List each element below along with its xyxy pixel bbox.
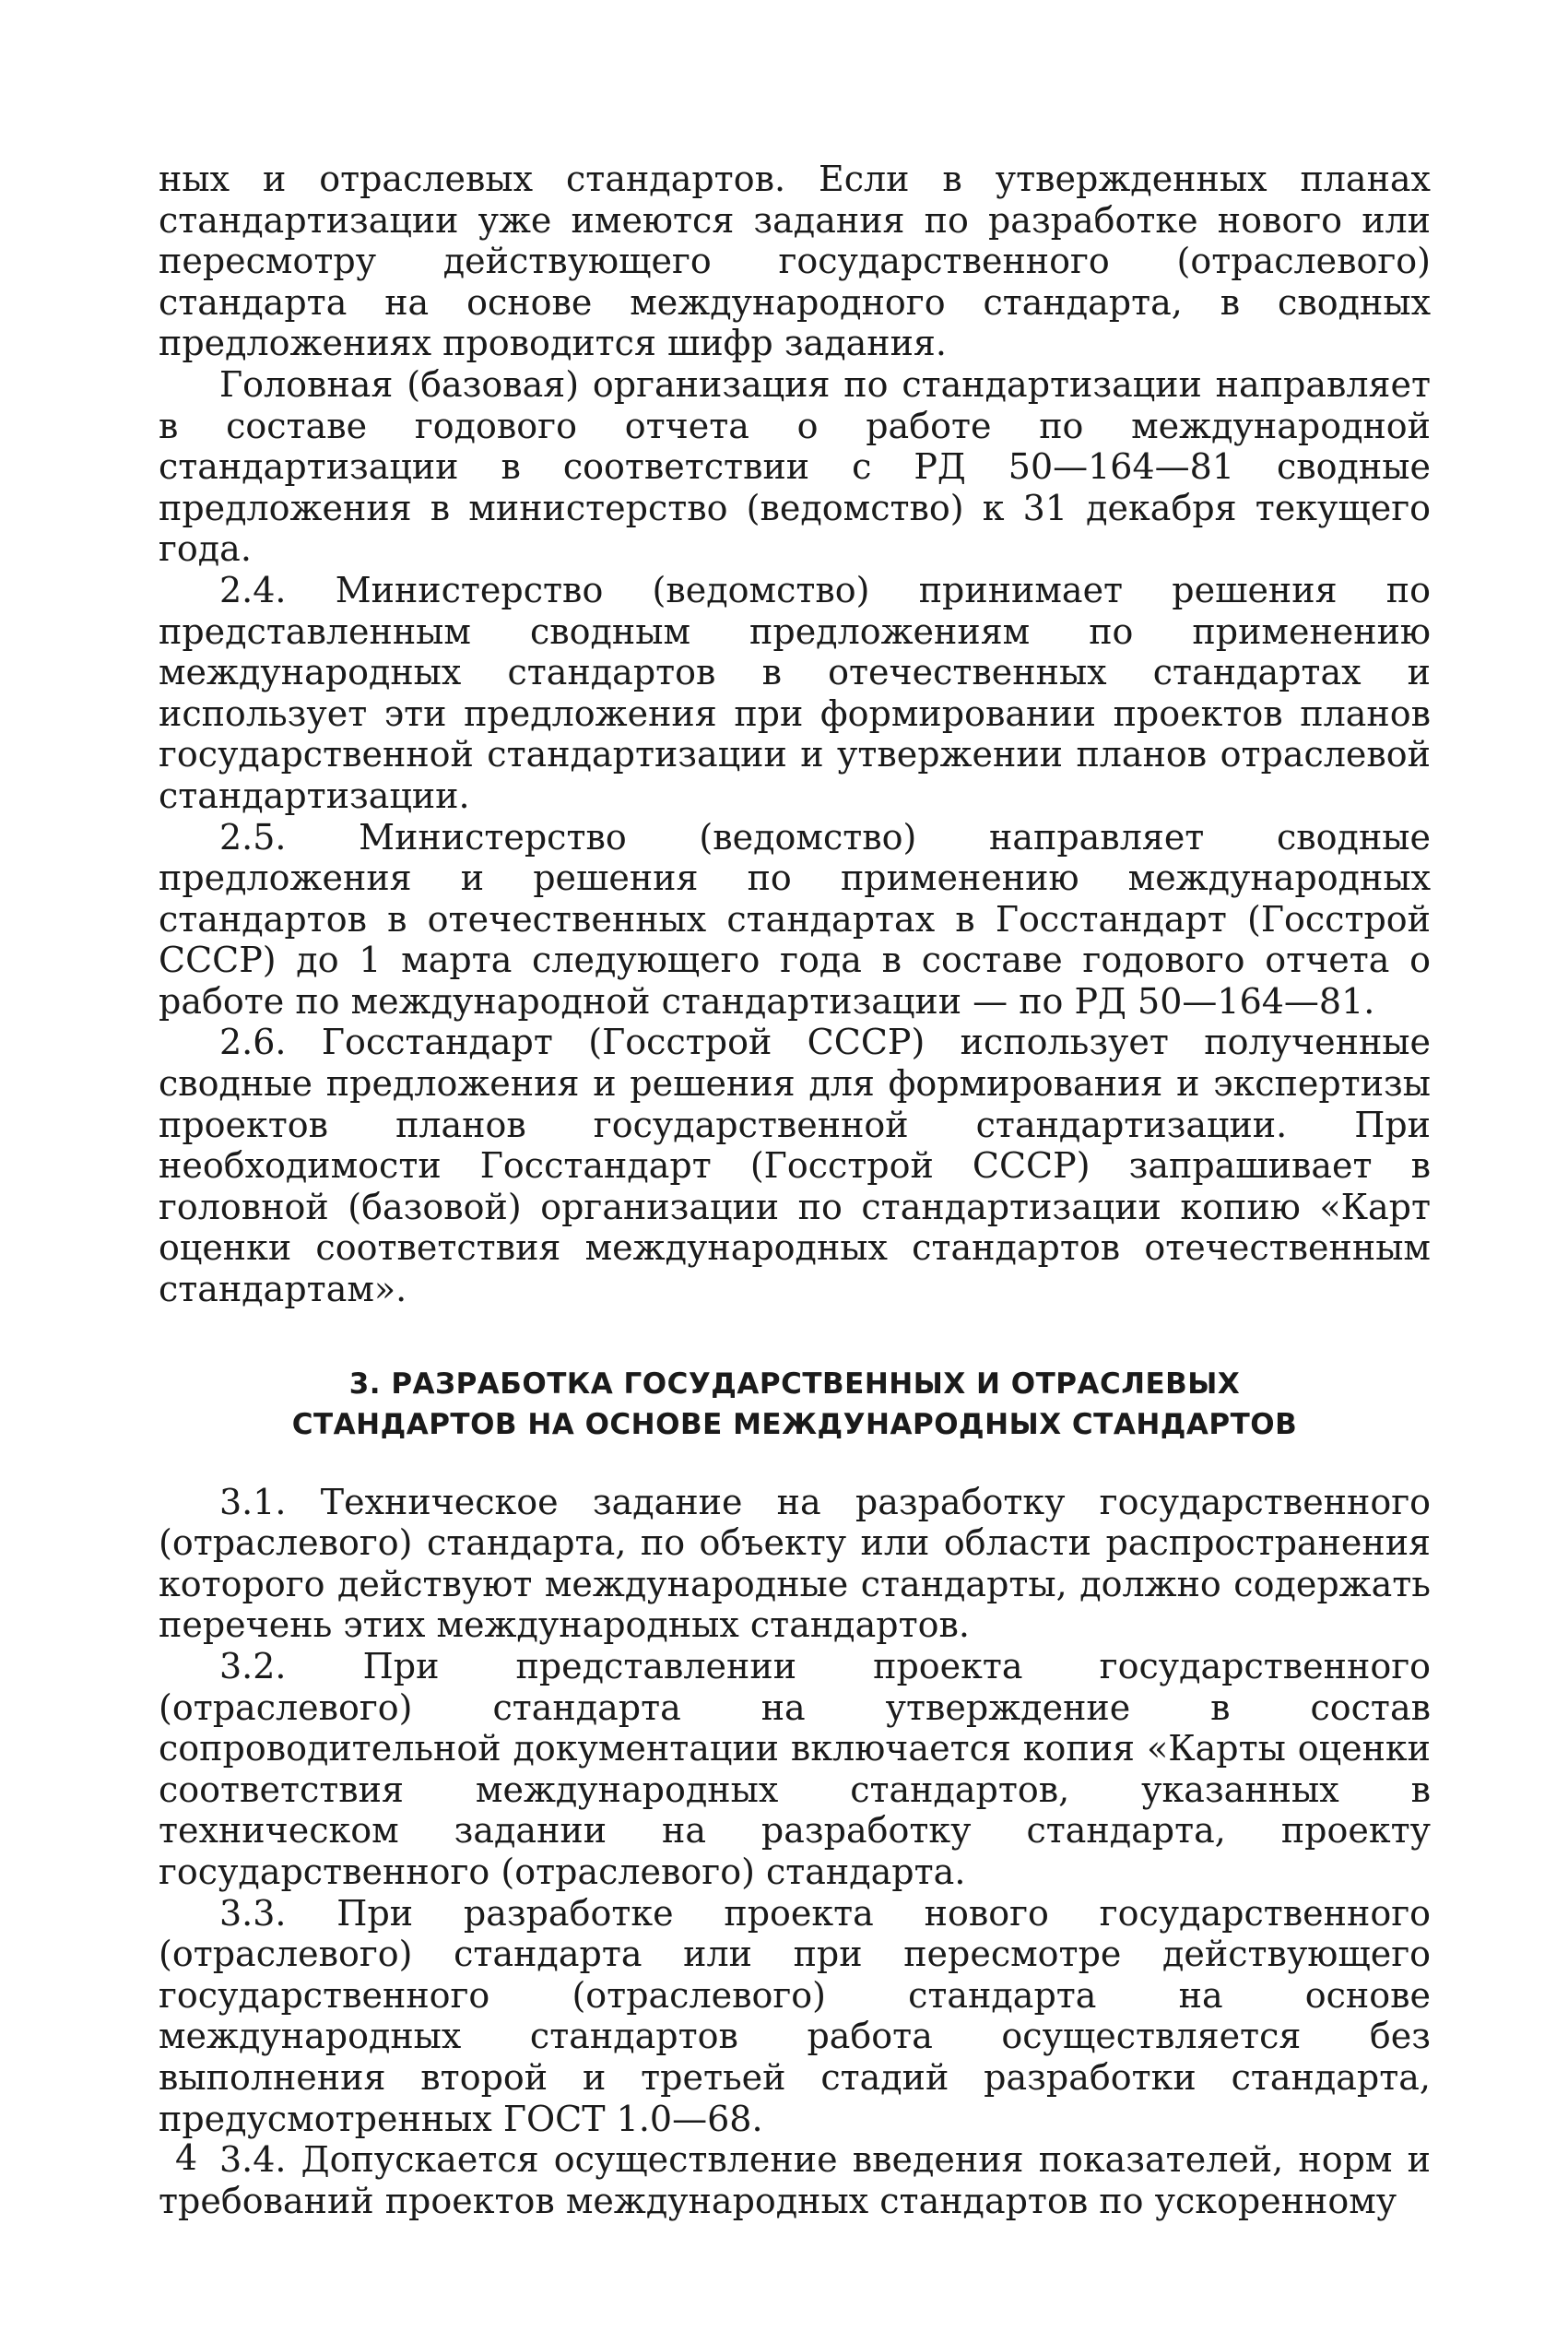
section-3-heading-line-2: СТАНДАРТОВ НА ОСНОВЕ МЕЖДУНАРОДНЫХ СТАНДАРТОВ	[291, 1407, 1298, 1441]
paragraph-3-1: 3.1. Техническое задание на разработку государственного (отраслевого) стандарта, по объекту или области распространения которого действуют международные стандарты, должно содержать перечень этих международных стандартов.	[159, 1481, 1431, 1646]
paragraph-head-organization: Головная (базовая) организация по стандартизации направляет в составе годового отчета о работе по международной стандартизации в соответствии с РД 50—164—81 сводные предложения в министерство (ведомство) к 31 декабря текущего года.	[159, 363, 1431, 570]
paragraph-2-4: 2.4. Министерство (ведомство) принимает решения по представленным сводным предложениям по применению международных стандартов в отечественных стандартах и использует эти предложения при формировании проектов планов государственной стандартизации и утвержении планов отраслевой стандартизации.	[159, 569, 1431, 816]
section-3-heading	[159, 1364, 1431, 1445]
paragraph-2-6: 2.6. Госстандарт (Госстрой СССР) использует полученные сводные предложения и решения для формирования и экспертизы проектов планов государственной стандартизации. При необходимости Госстандарт (Госстрой СССР) запрашивает в головной (базовой) организации по стандартизации копию «Карт оценки соответствия международных стандартов отечественным стандартам».	[159, 1022, 1431, 1310]
paragraph-3-2: 3.2. При представлении проекта государственного (отраслевого) стандарта на утверждение в состав сопроводительной документации включается копия «Карты оценки соответствия международных стандартов, указанных в техническом задании на разработку стандарта, проекту государственного (отраслевого) стандарта.	[159, 1646, 1431, 1892]
paragraph-3-3: 3.3. При разработке проекта нового государственного (отраслевого) стандарта или при пересмотре действующего государственного (отраслевого) стандарта на основе международных стандартов работа осуществляется без выполнения второй и третьей стадий разработки стандарта, предусмотренных ГОСТ 1.0—68.	[159, 1892, 1431, 2139]
body-text	[159, 159, 1431, 2221]
paragraph-continuation: ных и отраслевых стандартов. Если в утвержденных планах стандартизации уже имеются задания по разработке нового или пересмотру действующего государственного (отраслевого) стандарта на основе международного стандарта, в сводных предложениях проводится шифр задания.	[159, 159, 1431, 364]
page-number: 4	[175, 2137, 198, 2178]
section-3-heading-line-1: 3. РАЗРАБОТКА ГОСУДАРСТВЕННЫХ И ОТРАСЛЕВЫХ	[348, 1367, 1241, 1401]
paragraph-2-5: 2.5. Министерство (ведомство) направляет сводные предложения и решения по применению международных стандартов в отечественных стандартах в Госстандарт (Госстрой СССР) до 1 марта следующего года в составе годового отчета о работе по международной стандартизации — по РД 50—164—81.	[159, 816, 1431, 1022]
paragraph-3-4: 3.4. Допускается осуществление введения показателей, норм и требований проектов международных стандартов по ускоренному	[159, 2139, 1431, 2221]
